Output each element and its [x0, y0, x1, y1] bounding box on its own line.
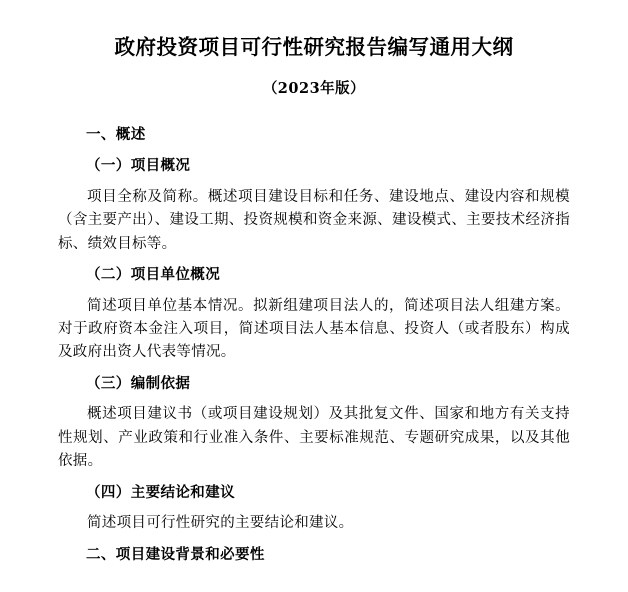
document-body — [58, 124, 570, 567]
paragraph-1-1: 项目全称及简称。概述项目建设目标和任务、建设地点、建设内容和规模（含主要产出）、建设工期、投资规模和资金来源、建设模式、主要技术经济指标、绩效目标等。 — [58, 188, 570, 252]
subsection-heading-1-1: （一）项目概况 — [86, 157, 191, 175]
section-heading-2: 二、项目建设背景和必要性 — [86, 545, 265, 563]
subsection-heading-1-4: （四）主要结论和建议 — [86, 483, 235, 501]
paragraph-1-3: 概述项目建议书（或项目建设规划）及其批复文件、国家和地方有关支持性规划、产业政策和行业准入条件、主要标准规范、专题研究成果，以及其他依据。 — [58, 406, 570, 470]
page-subtitle: （2023年版） — [262, 79, 366, 97]
subsection-heading-1-2: （二）项目单位概况 — [86, 266, 221, 284]
section-heading-1: 一、概述 — [86, 125, 146, 143]
page-title: 政府投资项目可行性研究报告编写通用大纲 — [114, 35, 514, 59]
subsection-heading-1-3: （三）编制依据 — [86, 374, 191, 392]
paragraph-1-2: 简述项目单位基本情况。拟新组建项目法人的，简述项目法人组建方案。对于政府资本金注入项目，简述项目法人基本信息、投资人（或者股东）构成及政府出资人代表等情况。 — [58, 297, 570, 361]
paragraph-1-4: 简述项目可行性研究的主要结论和建议。 — [87, 515, 354, 532]
